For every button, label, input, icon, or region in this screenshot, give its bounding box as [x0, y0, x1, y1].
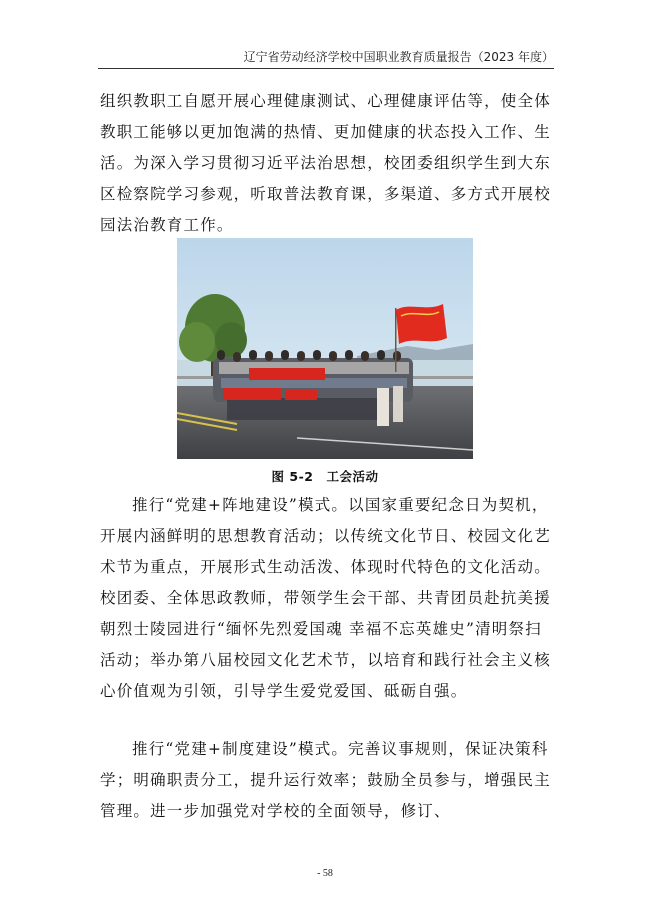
header-rule: [98, 68, 554, 69]
paragraph-3: 推行“党建+制度建设”模式。完善议事规则，保证决策科学；明确职责分工，提升运行效率；鼓励全员参与，增强民主管理。进一步加强党对学校的全面领导，修订、: [100, 740, 551, 820]
paragraph-1: 组织教职工自愿开展心理健康测试、心理健康评估等，使全体教职工能够以更加饱满的热情、更加健康的状态投入工作、生活。为深入学习贯彻习近平法治思想，校团委组织学生到大东区检察院学习参观，听取普法教育课，多渠道、多方式开展校园法治教育工作。: [100, 92, 551, 234]
union-activity-photo: [177, 238, 473, 459]
running-header: 辽宁省劳动经济学校中国职业教育质量报告（2023 年度）: [243, 50, 554, 64]
figure-caption: 图 5-2 工会活动: [271, 469, 379, 484]
page-number: - 58: [317, 868, 333, 879]
paragraph-2: 推行“党建+阵地建设”模式。以国家重要纪念日为契机，开展内涵鲜明的思想教育活动；以传统文化节日、校园文化艺术节为重点，开展形式生动活泼、体现时代特色的文化活动。校团委、全体思政教师，带领学生会干部、共青团员赴抗美援朝烈士陵园进行“缅怀先烈爱国魂 幸福不忘英雄史”清明祭扫活动；举办第八届校园文化艺术节，以培育和践行社会主义核心价值观为引领，引导学生爱党爱国、砥砺自强。: [100, 496, 551, 700]
